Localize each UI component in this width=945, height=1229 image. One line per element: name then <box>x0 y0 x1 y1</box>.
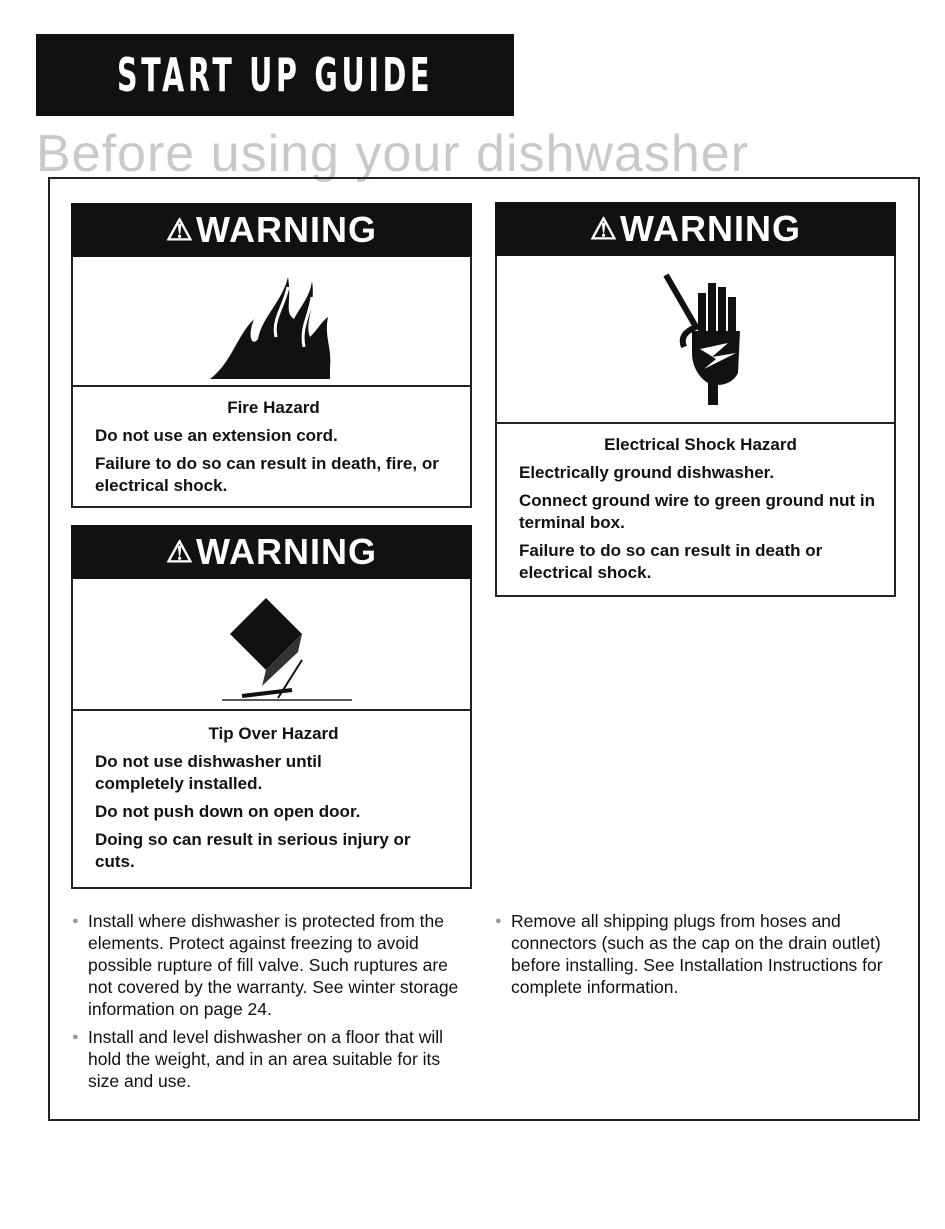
warning-text <box>73 709 470 889</box>
bullet-dot-icon: ● <box>72 1031 79 1043</box>
tip-over-icon <box>73 585 470 709</box>
warning-label: WARNING <box>195 209 377 250</box>
warning-line: Do not use dishwasher until completely installed. <box>95 752 322 793</box>
bullet-dot-icon: ● <box>495 915 502 927</box>
warning-line: Failure to do so can result in death, fire, or electrical shock. <box>95 454 439 495</box>
warning-header <box>495 202 896 256</box>
bullet-dot-icon: ● <box>72 915 79 927</box>
fire-icon <box>73 263 470 385</box>
warning-label: WARNING <box>195 531 377 572</box>
list-item: ● Install where dishwasher is protected from the elements. Protect against freezing to avoid possible rupture of fill valve. Such ruptures are not covered by the warranty. See winter storage information on page 24. <box>72 911 459 1019</box>
warning-header <box>71 203 472 257</box>
page-subtitle: Before using your dishwasher <box>36 125 750 183</box>
warning-line: Failure to do so can result in death or electrical shock. <box>519 541 823 582</box>
warning-triangle-icon: ⚠ <box>590 212 618 246</box>
warning-line: Electrically ground dishwasher. <box>519 463 775 482</box>
warning-line: Do not push down on open door. <box>95 802 361 821</box>
list-item: ● Install and level dishwasher on a floor that will hold the weight, and in an area suitable for its size and use. <box>72 1027 444 1091</box>
warning-triangle-icon: ⚠ <box>166 213 194 247</box>
left-bullet-list <box>70 910 470 1098</box>
warning-line: Doing so can result in serious injury or cuts. <box>95 830 411 871</box>
fire-warning-box <box>71 203 472 508</box>
hazard-title: Electrical Shock Hazard <box>604 435 797 454</box>
warning-line: Connect ground wire to green ground nut in terminal box. <box>519 491 876 532</box>
warning-header <box>71 525 472 579</box>
electric-shock-warning-box <box>495 202 896 597</box>
hazard-title: Fire Hazard <box>227 398 320 417</box>
hazard-title: Tip Over Hazard <box>208 724 339 743</box>
electric-shock-icon <box>497 260 894 420</box>
warning-line: Do not use an extension cord. <box>95 426 338 445</box>
warning-triangle-icon: ⚠ <box>166 535 194 569</box>
header-banner <box>36 34 514 116</box>
right-bullet-list <box>493 910 893 1004</box>
warning-text <box>497 422 894 597</box>
warning-label: WARNING <box>619 208 801 249</box>
page-title: START UP GUIDE <box>116 48 434 102</box>
tip-over-warning-box <box>71 525 472 889</box>
list-item: ● Remove all shipping plugs from hoses and connectors (such as the cap on the drain outlet) before installing. See Installation Instructions for complete information. <box>495 911 883 997</box>
warning-text <box>73 385 470 508</box>
